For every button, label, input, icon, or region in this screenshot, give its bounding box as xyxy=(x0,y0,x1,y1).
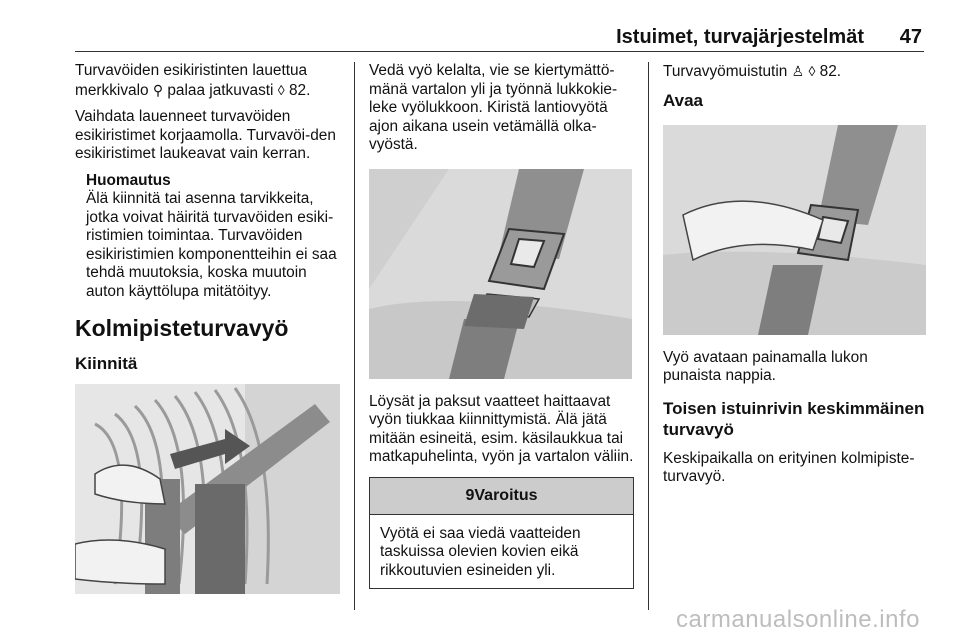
paragraph: Vaihdata lauenneet turvavöiden esikiristimet korjaamolla. Turvavöi-den esikiristimet laukeavat vain kerran. xyxy=(75,108,336,162)
subsection-heading: Kiinnitä xyxy=(75,354,138,373)
warning-triangle-icon: 9 xyxy=(465,486,475,504)
seatbelt-reminder-icon: ♙ xyxy=(791,63,805,79)
subsection-heading: Toisen istuinrivin keskimmäinen turvavyö xyxy=(663,398,925,439)
reference-arrow-icon: ◊ xyxy=(277,81,285,98)
belt-tensioner-icon: ⚲ xyxy=(152,81,164,98)
page-header xyxy=(0,0,960,50)
page-reference-link[interactable]: 82. xyxy=(819,63,842,80)
note-body: Älä kiinnitä tai asenna tarvikkeita, jotka voivat häiritä turvavöiden esiki-ristimien toimintaa. Turvavöiden esikiristimien komponentteihin ei saa tehdä muutoksia, koska muutoin auton käyttölupa mitätöityy. xyxy=(86,190,337,300)
column-divider-2 xyxy=(648,62,649,610)
reference-arrow-icon: ◊ xyxy=(808,63,816,79)
paragraph: Löysät ja paksut vaatteet haittaavat vyön tiukkaa kiinnittymistä. Älä jätä mitään esineitä, esim. käsilaukkua tai matkapuhelinta, vyön ja vartalon väliin. xyxy=(369,392,634,465)
page-number: 47 xyxy=(899,26,922,48)
warning-header xyxy=(370,478,633,515)
warning-box xyxy=(369,477,634,590)
paragraph: Vedä vyö kelalta, vie se kiertymättö-mänä vartalon yli ja työnnä lukkokie-leke vyölukkoon. Kiristä lantiovyötä ajon aikana usein vetämällä olka-vyöstä. xyxy=(369,62,618,153)
section-heading: Kolmipisteturvavyö xyxy=(75,315,289,341)
column-divider-1 xyxy=(354,62,355,610)
paragraph: Vyö avataan painamalla lukon punaista nappia. xyxy=(663,348,868,384)
paragraph: Turvavyömuistutin ♙ ◊ 82. xyxy=(663,63,842,80)
header-rule xyxy=(75,51,924,52)
paragraph: Turvavöiden esikiristinten lauettua merkkivalo ⚲ palaa jatkuvasti ◊ 82. xyxy=(75,62,311,99)
column-2 xyxy=(369,62,634,589)
page-reference-link[interactable]: 82. xyxy=(288,81,311,99)
illustration-buckle-insert xyxy=(369,169,632,379)
warning-body: Vyötä ei saa viedä vaatteiden taskuissa olevien kovien eikä rikkoutuvien esineiden yli. xyxy=(380,524,581,579)
paragraph: Keskipaikalla on erityinen kolmipiste-turvavyö. xyxy=(663,449,915,485)
watermark: carmanualsonline.info xyxy=(676,606,920,633)
illustration-release-buckle xyxy=(663,125,926,335)
illustration-fasten-belt xyxy=(75,384,340,594)
column-1 xyxy=(75,62,343,594)
note-title: Huomautus xyxy=(86,171,171,189)
subsection-heading: Avaa xyxy=(663,90,704,110)
note-box xyxy=(86,172,343,302)
header-title: Istuimet, turvajärjestelmät xyxy=(616,26,864,48)
column-3 xyxy=(663,62,928,495)
warning-title: Varoitus xyxy=(474,486,538,504)
